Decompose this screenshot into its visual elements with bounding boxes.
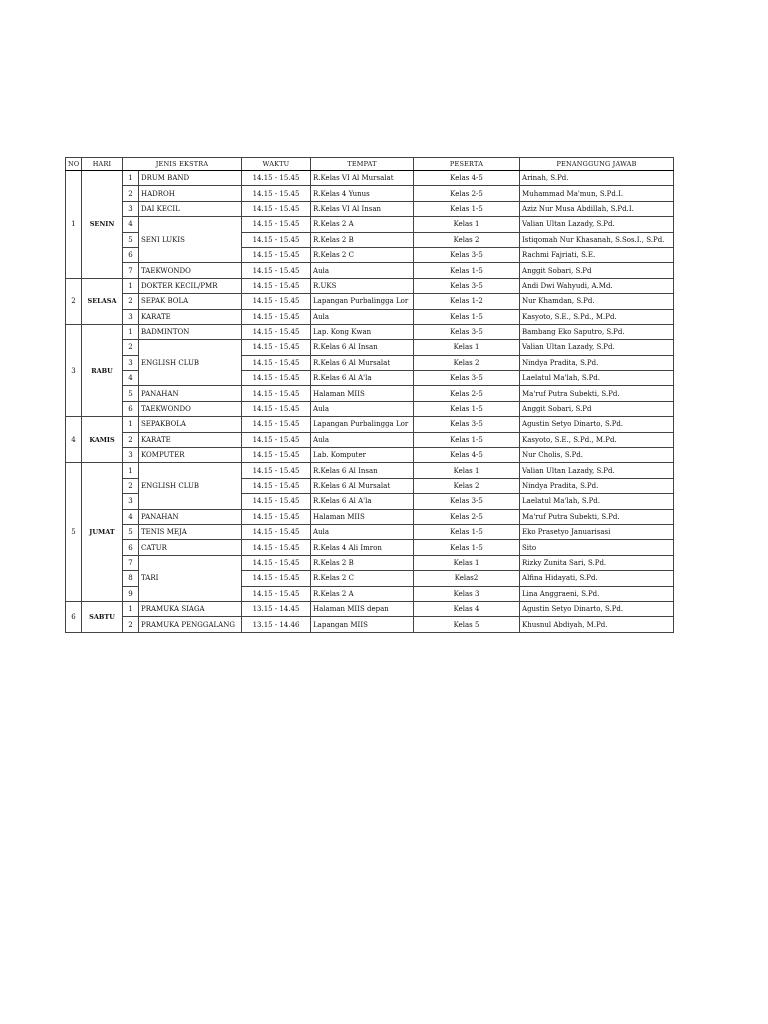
- activity-name: TENIS MEJA: [139, 524, 242, 539]
- table-row: [66, 386, 674, 401]
- time-cell: 14.15 - 15.45: [242, 247, 311, 262]
- participants-cell: Kelas 3: [414, 586, 520, 601]
- row-index: 1: [123, 278, 139, 293]
- row-index: 6: [123, 540, 139, 555]
- person-in-charge-cell: Lina Anggraeni, S.Pd.: [520, 586, 674, 601]
- person-in-charge-cell: Nur Khamdan, S.Pd.: [520, 294, 674, 309]
- activity-name: SENI LUKIS: [139, 217, 242, 263]
- participants-cell: Kelas 5: [414, 617, 520, 632]
- activity-name: KARATE: [139, 309, 242, 324]
- location-cell: R.Kelas 6 Al Insan: [311, 463, 414, 478]
- row-index: 8: [123, 571, 139, 586]
- location-cell: R.Kelas 2 C: [311, 247, 414, 262]
- participants-cell: Kelas 2-5: [414, 509, 520, 524]
- participants-cell: Kelas 3-5: [414, 494, 520, 509]
- header-tempat: TEMPAT: [311, 158, 414, 171]
- row-index: 7: [123, 263, 139, 278]
- participants-cell: Kelas 3-5: [414, 247, 520, 262]
- location-cell: R.Kelas 4 Ali Imron: [311, 540, 414, 555]
- row-index: 3: [123, 355, 139, 370]
- location-cell: R.Kelas 2 B: [311, 555, 414, 570]
- time-cell: 13.15 - 14.45: [242, 601, 311, 616]
- table-row: [66, 309, 674, 324]
- activity-name: KOMPUTER: [139, 448, 242, 463]
- activity-name: PANAHAN: [139, 386, 242, 401]
- person-in-charge-cell: Anggit Sobari, S.Pd: [520, 263, 674, 278]
- table-row: [66, 171, 674, 186]
- participants-cell: Kelas 2: [414, 355, 520, 370]
- participants-cell: Kelas 1-5: [414, 540, 520, 555]
- day-number: 3: [66, 324, 82, 416]
- location-cell: R.Kelas VI Al Mursalat: [311, 171, 414, 186]
- time-cell: 14.15 - 15.45: [242, 417, 311, 432]
- activity-name: TAEKWONDO: [139, 263, 242, 278]
- activity-name: KARATE: [139, 432, 242, 447]
- extracurricular-schedule-table: [65, 157, 674, 633]
- table-row: [66, 617, 674, 632]
- time-cell: 14.15 - 15.45: [242, 278, 311, 293]
- person-in-charge-cell: Nindya Pradita, S.Pd.: [520, 355, 674, 370]
- activity-name: TARI: [139, 555, 242, 601]
- table-row: [66, 417, 674, 432]
- person-in-charge-cell: Ma'ruf Putra Subekti, S.Pd.: [520, 386, 674, 401]
- participants-cell: Kelas 2-5: [414, 386, 520, 401]
- person-in-charge-cell: Kasyoto, S.E., S.Pd., M.Pd.: [520, 309, 674, 324]
- activity-name: HADROH: [139, 186, 242, 201]
- location-cell: R.Kelas 6 Al Mursalat: [311, 355, 414, 370]
- header-hari: HARI: [82, 158, 123, 171]
- location-cell: Aula: [311, 432, 414, 447]
- day-name: SENIN: [82, 171, 123, 279]
- participants-cell: Kelas 3-5: [414, 324, 520, 339]
- time-cell: 14.15 - 15.45: [242, 509, 311, 524]
- time-cell: 14.15 - 15.45: [242, 448, 311, 463]
- time-cell: 14.15 - 15.45: [242, 432, 311, 447]
- activity-name: PANAHAN: [139, 509, 242, 524]
- location-cell: R.Kelas 6 Al Insan: [311, 340, 414, 355]
- person-in-charge-cell: Ma'ruf Putra Subekti, S.Pd.: [520, 509, 674, 524]
- person-in-charge-cell: Andi Dwi Wahyudi, A.Md.: [520, 278, 674, 293]
- day-name: RABU: [82, 324, 123, 416]
- header-no: NO: [66, 158, 82, 171]
- person-in-charge-cell: Istiqomah Nur Khasanah, S.Sos.I., S.Pd.: [520, 232, 674, 247]
- row-index: 1: [123, 463, 139, 478]
- participants-cell: Kelas 4: [414, 601, 520, 616]
- location-cell: R.Kelas 2 B: [311, 232, 414, 247]
- table-row: [66, 432, 674, 447]
- participants-cell: Kelas 2: [414, 232, 520, 247]
- row-index: 4: [123, 509, 139, 524]
- time-cell: 14.15 - 15.45: [242, 309, 311, 324]
- table-row: [66, 340, 674, 355]
- participants-cell: Kelas2: [414, 571, 520, 586]
- row-index: 7: [123, 555, 139, 570]
- location-cell: Lapangan Purbalingga Lor: [311, 417, 414, 432]
- person-in-charge-cell: Bambang Eko Saputro, S.Pd.: [520, 324, 674, 339]
- time-cell: 14.15 - 15.45: [242, 217, 311, 232]
- day-number: 4: [66, 417, 82, 463]
- day-number: 6: [66, 601, 82, 632]
- activity-name: ENGLISH CLUB: [139, 340, 242, 386]
- activity-name: PRAMUKA SIAGA: [139, 601, 242, 616]
- time-cell: 14.15 - 15.45: [242, 324, 311, 339]
- time-cell: 14.15 - 15.45: [242, 201, 311, 216]
- location-cell: R.Kelas 4 Yunus: [311, 186, 414, 201]
- row-index: 1: [123, 601, 139, 616]
- row-index: 1: [123, 171, 139, 186]
- row-index: 3: [123, 201, 139, 216]
- participants-cell: Kelas 2: [414, 478, 520, 493]
- participants-cell: Kelas 1-5: [414, 432, 520, 447]
- participants-cell: Kelas 1-5: [414, 263, 520, 278]
- row-index: 2: [123, 617, 139, 632]
- time-cell: 14.15 - 15.45: [242, 171, 311, 186]
- participants-cell: Kelas 3-5: [414, 278, 520, 293]
- location-cell: Aula: [311, 524, 414, 539]
- participants-cell: Kelas 2-5: [414, 186, 520, 201]
- row-index: 2: [123, 432, 139, 447]
- location-cell: R.UKS: [311, 278, 414, 293]
- row-index: 2: [123, 478, 139, 493]
- person-in-charge-cell: Rachmi Fajriati, S.E.: [520, 247, 674, 262]
- day-name: SABTU: [82, 601, 123, 632]
- table-row: [66, 186, 674, 201]
- time-cell: 14.15 - 15.45: [242, 524, 311, 539]
- row-index: 3: [123, 309, 139, 324]
- participants-cell: Kelas 1: [414, 217, 520, 232]
- person-in-charge-cell: Eko Prasetyo Januarisasi: [520, 524, 674, 539]
- row-index: 2: [123, 294, 139, 309]
- time-cell: 14.15 - 15.45: [242, 555, 311, 570]
- person-in-charge-cell: Aziz Nur Musa Abdillah, S.Pd.I.: [520, 201, 674, 216]
- location-cell: Aula: [311, 309, 414, 324]
- time-cell: 14.15 - 15.45: [242, 294, 311, 309]
- header-jenis-ekstra: JENIS EKSTRA: [123, 158, 242, 171]
- location-cell: Halaman MIIS: [311, 509, 414, 524]
- table-row: [66, 263, 674, 278]
- activity-name: SEPAKBOLA: [139, 417, 242, 432]
- row-index: 4: [123, 217, 139, 232]
- location-cell: Lab. Komputer: [311, 448, 414, 463]
- time-cell: 14.15 - 15.45: [242, 494, 311, 509]
- location-cell: R.Kelas 6 Al A'la: [311, 371, 414, 386]
- location-cell: Lapangan MIIS: [311, 617, 414, 632]
- time-cell: 14.15 - 15.45: [242, 186, 311, 201]
- participants-cell: Kelas 1-5: [414, 201, 520, 216]
- table-row: [66, 524, 674, 539]
- time-cell: 14.15 - 15.45: [242, 371, 311, 386]
- row-index: 5: [123, 524, 139, 539]
- row-index: 5: [123, 386, 139, 401]
- header-penanggung-jawab: PENANGGUNG JAWAB: [520, 158, 674, 171]
- header-peserta: PESERTA: [414, 158, 520, 171]
- row-index: 2: [123, 186, 139, 201]
- activity-name: PRAMUKA PENGGALANG: [139, 617, 242, 632]
- day-name: KAMIS: [82, 417, 123, 463]
- person-in-charge-cell: Nur Cholis, S.Pd.: [520, 448, 674, 463]
- participants-cell: Kelas 1: [414, 555, 520, 570]
- participants-cell: Kelas 1-5: [414, 401, 520, 416]
- time-cell: 14.15 - 15.45: [242, 355, 311, 370]
- row-index: 5: [123, 232, 139, 247]
- person-in-charge-cell: Arinah, S.Pd.: [520, 171, 674, 186]
- location-cell: Lapangan Purbalingga Lor: [311, 294, 414, 309]
- person-in-charge-cell: Valian Ultan Lazady, S.Pd.: [520, 340, 674, 355]
- location-cell: R.Kelas 6 Al A'la: [311, 494, 414, 509]
- day-name: JUMAT: [82, 463, 123, 602]
- time-cell: 14.15 - 15.45: [242, 401, 311, 416]
- table-row: [66, 294, 674, 309]
- person-in-charge-cell: Sito: [520, 540, 674, 555]
- person-in-charge-cell: Laelatul Ma'lah, S.Pd.: [520, 371, 674, 386]
- day-name: SELASA: [82, 278, 123, 324]
- table-row: [66, 401, 674, 416]
- day-number: 1: [66, 171, 82, 279]
- table-row: [66, 540, 674, 555]
- row-index: 9: [123, 586, 139, 601]
- participants-cell: Kelas 4-5: [414, 448, 520, 463]
- day-number: 2: [66, 278, 82, 324]
- person-in-charge-cell: Anggit Sobari, S.Pd: [520, 401, 674, 416]
- activity-name: DOKTER KECIL/PMR: [139, 278, 242, 293]
- table-row: [66, 601, 674, 616]
- row-index: 6: [123, 247, 139, 262]
- table-body: [66, 171, 674, 633]
- time-cell: 14.15 - 15.45: [242, 463, 311, 478]
- activity-name: TAEKWONDO: [139, 401, 242, 416]
- location-cell: Halaman MIIS: [311, 386, 414, 401]
- person-in-charge-cell: Valian Ultan Lazady, S.Pd.: [520, 463, 674, 478]
- location-cell: Aula: [311, 263, 414, 278]
- person-in-charge-cell: Kasyoto, S.E., S.Pd., M.Pd.: [520, 432, 674, 447]
- person-in-charge-cell: Agustin Setyo Dinarto, S.Pd.: [520, 417, 674, 432]
- table-row: [66, 555, 674, 570]
- header-row: [66, 158, 674, 171]
- participants-cell: Kelas 1: [414, 340, 520, 355]
- person-in-charge-cell: Agustin Setyo Dinarto, S.Pd.: [520, 601, 674, 616]
- row-index: 3: [123, 448, 139, 463]
- table-row: [66, 448, 674, 463]
- day-number: 5: [66, 463, 82, 602]
- participants-cell: Kelas 3-5: [414, 371, 520, 386]
- person-in-charge-cell: Nindya Pradita, S.Pd.: [520, 478, 674, 493]
- table-row: [66, 509, 674, 524]
- time-cell: 14.15 - 15.45: [242, 263, 311, 278]
- location-cell: R.Kelas 6 Al Mursalat: [311, 478, 414, 493]
- location-cell: Halaman MIIS depan: [311, 601, 414, 616]
- row-index: 3: [123, 494, 139, 509]
- time-cell: 14.15 - 15.45: [242, 478, 311, 493]
- table-row: [66, 278, 674, 293]
- activity-name: DAI KECIL: [139, 201, 242, 216]
- activity-name: DRUM BAND: [139, 171, 242, 186]
- table-row: [66, 324, 674, 339]
- activity-name: ENGLISH CLUB: [139, 463, 242, 509]
- participants-cell: Kelas 1: [414, 463, 520, 478]
- participants-cell: Kelas 1-5: [414, 309, 520, 324]
- table-header: [66, 158, 674, 171]
- header-waktu: WAKTU: [242, 158, 311, 171]
- row-index: 4: [123, 371, 139, 386]
- person-in-charge-cell: Rizky Zunita Sari, S.Pd.: [520, 555, 674, 570]
- person-in-charge-cell: Muhammad Ma'mun, S.Pd.I.: [520, 186, 674, 201]
- location-cell: Aula: [311, 401, 414, 416]
- location-cell: Lap. Kong Kwan: [311, 324, 414, 339]
- row-index: 1: [123, 417, 139, 432]
- row-index: 2: [123, 340, 139, 355]
- person-in-charge-cell: Valian Ultan Lazady, S.Pd.: [520, 217, 674, 232]
- participants-cell: Kelas 4-5: [414, 171, 520, 186]
- time-cell: 14.15 - 15.45: [242, 232, 311, 247]
- participants-cell: Kelas 1-5: [414, 524, 520, 539]
- location-cell: R.Kelas VI Al Insan: [311, 201, 414, 216]
- participants-cell: Kelas 3-5: [414, 417, 520, 432]
- time-cell: 14.15 - 15.45: [242, 386, 311, 401]
- row-index: 6: [123, 401, 139, 416]
- participants-cell: Kelas 1-2: [414, 294, 520, 309]
- table-row: [66, 201, 674, 216]
- location-cell: R.Kelas 2 A: [311, 217, 414, 232]
- location-cell: R.Kelas 2 C: [311, 571, 414, 586]
- activity-name: BADMINTON: [139, 324, 242, 339]
- row-index: 1: [123, 324, 139, 339]
- time-cell: 13.15 - 14.46: [242, 617, 311, 632]
- location-cell: R.Kelas 2 A: [311, 586, 414, 601]
- table-row: [66, 217, 674, 232]
- person-in-charge-cell: Alfina Hidayati, S.Pd.: [520, 571, 674, 586]
- time-cell: 14.15 - 15.45: [242, 571, 311, 586]
- table-row: [66, 463, 674, 478]
- activity-name: SEPAK BOLA: [139, 294, 242, 309]
- time-cell: 14.15 - 15.45: [242, 540, 311, 555]
- person-in-charge-cell: Laelatul Ma'lah, S.Pd.: [520, 494, 674, 509]
- activity-name: CATUR: [139, 540, 242, 555]
- time-cell: 14.15 - 15.45: [242, 586, 311, 601]
- person-in-charge-cell: Khusnul Abdiyah, M.Pd.: [520, 617, 674, 632]
- time-cell: 14.15 - 15.45: [242, 340, 311, 355]
